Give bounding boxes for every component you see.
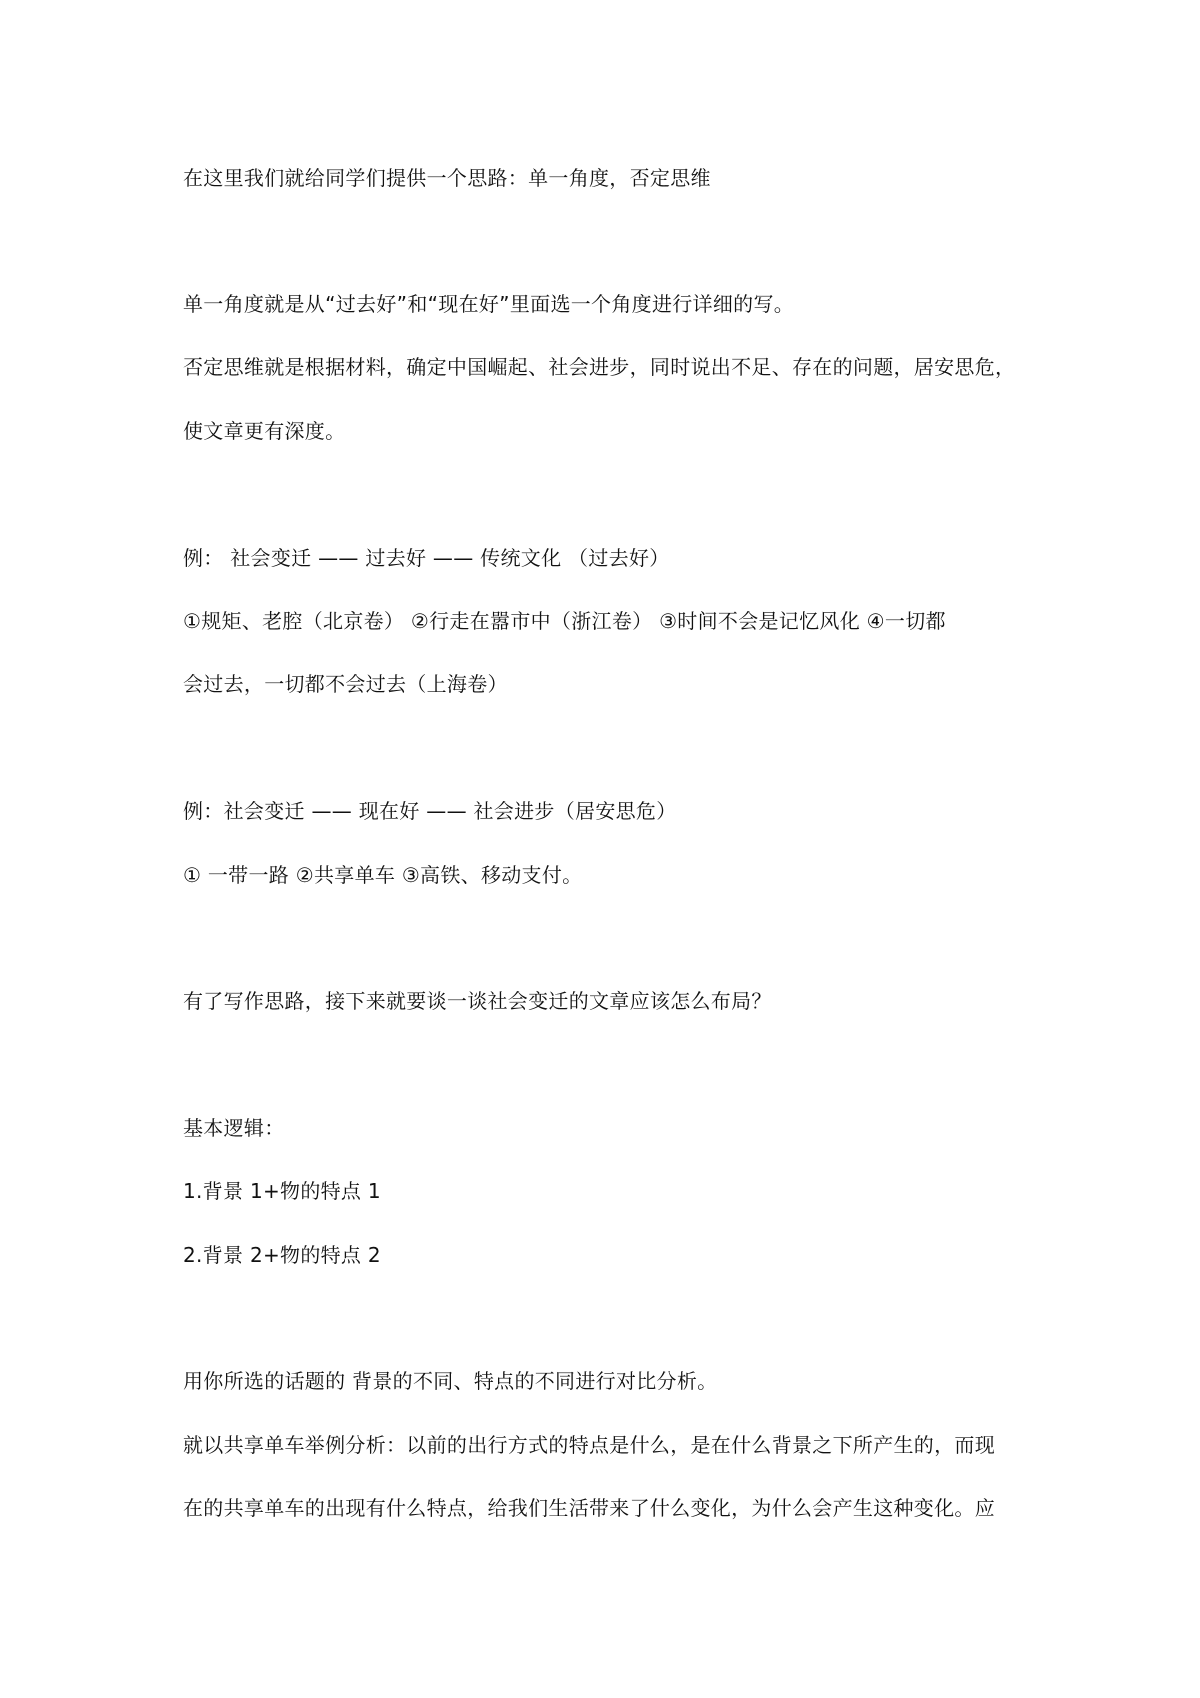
text-line-7: 会过去，一切都不会过去（上海卷） <box>183 672 508 696</box>
text-line-15: 就以共享单车举例分析：以前的出行方式的特点是什么，是在什么背景之下所产生的，而现 <box>183 1433 995 1457</box>
text-line-5: 例： 社会变迁 —— 过去好 —— 传统文化 （过去好） <box>183 546 670 570</box>
text-line-1: 在这里我们就给同学们提供一个思路：单一角度，否定思维 <box>183 166 711 190</box>
text-line-11: 基本逻辑： <box>183 1116 285 1140</box>
text-line-10: 有了写作思路，接下来就要谈一谈社会变迁的文章应该怎么布局？ <box>183 989 772 1013</box>
text-line-14: 用你所选的话题的 背景的不同、特点的不同进行对比分析。 <box>183 1369 718 1393</box>
text-line-6: ①规矩、老腔（北京卷） ②行走在嚣市中（浙江卷） ③时间不会是记忆风化 ④一切都 <box>183 609 946 633</box>
text-line-12: 1.背景 1+物的特点 1 <box>183 1179 381 1203</box>
text-line-13: 2.背景 2+物的特点 2 <box>183 1243 381 1267</box>
text-line-8: 例：社会变迁 —— 现在好 —— 社会进步（居安思危） <box>183 799 677 823</box>
text-line-4: 使文章更有深度。 <box>183 419 346 443</box>
text-line-16: 在的共享单车的出现有什么特点，给我们生活带来了什么变化，为什么会产生这种变化。应 <box>183 1496 995 1520</box>
text-line-9: ① 一带一路 ②共享单车 ③高铁、移动支付。 <box>183 863 583 887</box>
text-line-2: 单一角度就是从“过去好”和“现在好”里面选一个角度进行详细的写。 <box>183 292 795 316</box>
text-line-3: 否定思维就是根据材料，确定中国崛起、社会进步，同时说出不足、存在的问题，居安思危， <box>183 355 1016 379</box>
